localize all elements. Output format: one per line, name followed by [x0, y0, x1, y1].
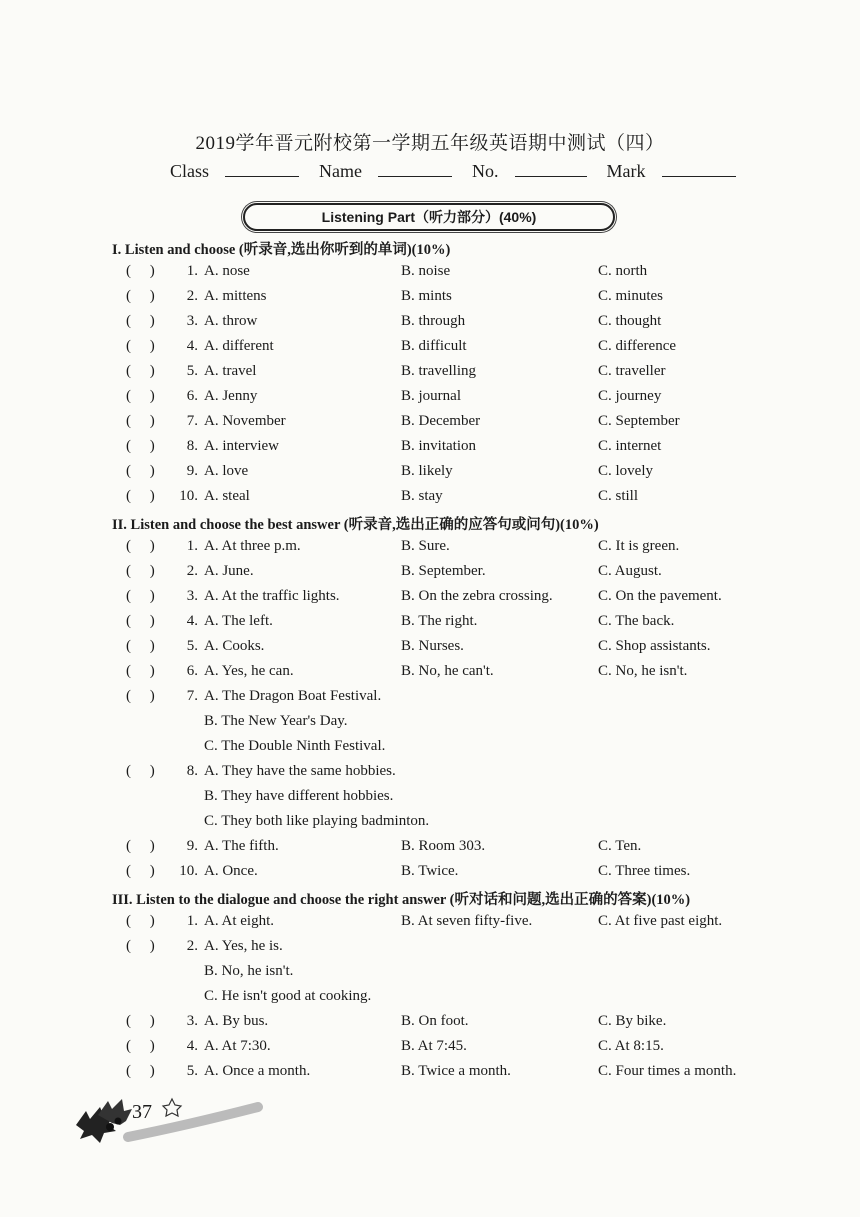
option-b: B. journal	[401, 388, 461, 404]
page-number: 37	[132, 1101, 152, 1123]
answer-blank[interactable]: ( )	[126, 838, 155, 854]
option-a: A. At eight.	[204, 913, 274, 929]
option-c: C. At five past eight.	[598, 913, 723, 929]
option-a: A. Yes, he is.	[204, 938, 283, 954]
question-number: 9.	[186, 463, 198, 479]
option-a: A. By bus.	[204, 1013, 269, 1029]
option-a: A. love	[204, 463, 249, 479]
option-a: A. Once.	[204, 863, 258, 879]
option-a: A. Jenny	[204, 388, 258, 404]
answer-blank[interactable]: ( )	[126, 863, 155, 879]
option-c: C. No, he isn't.	[598, 663, 688, 679]
answer-blank[interactable]: ( )	[126, 938, 155, 954]
question-number: 1.	[186, 538, 198, 554]
option-a: A. mittens	[204, 288, 267, 304]
option-a: A. steal	[204, 488, 250, 504]
section-1-title: I. Listen and choose (听录音,选出你听到的单词)(10%)	[112, 242, 451, 258]
class-label: Class	[170, 161, 210, 181]
question-row	[0, 913, 860, 933]
question-row	[0, 338, 860, 358]
question-number: 7.	[186, 413, 198, 429]
question-row	[0, 413, 860, 433]
question-number: 4.	[186, 338, 198, 354]
question-row	[0, 1063, 860, 1083]
option-b: B. Room 303.	[401, 838, 486, 854]
option-c: C. They both like playing badminton.	[204, 813, 430, 829]
question-row	[0, 638, 860, 658]
class-blank[interactable]	[225, 160, 299, 177]
question-row	[0, 663, 860, 683]
option-c: C. thought	[598, 313, 662, 329]
option-b: B. stay	[401, 488, 443, 504]
question-number: 1.	[186, 913, 198, 929]
option-b: B. On the zebra crossing.	[401, 588, 553, 604]
question-row	[0, 263, 860, 283]
option-b: B. On foot.	[401, 1013, 469, 1029]
option-a: A. Once a month.	[204, 1063, 311, 1079]
question-row	[0, 1038, 860, 1058]
answer-blank[interactable]: ( )	[126, 463, 155, 479]
answer-blank[interactable]: ( )	[126, 363, 155, 379]
option-b: B. No, he isn't.	[204, 963, 294, 979]
student-info-line	[170, 160, 736, 182]
option-c: C. internet	[598, 438, 662, 454]
question-row-continued	[0, 963, 860, 983]
option-b: B. difficult	[401, 338, 467, 354]
no-label: No.	[472, 161, 499, 181]
name-label: Name	[319, 161, 362, 181]
option-c: C. north	[598, 263, 648, 279]
question-row-continued	[0, 788, 860, 808]
option-a: A. June.	[204, 563, 254, 579]
mark-label: Mark	[606, 161, 646, 181]
option-c: C. He isn't good at cooking.	[204, 988, 372, 1004]
option-a: A. travel	[204, 363, 257, 379]
option-a: A. Cooks.	[204, 638, 265, 654]
question-number: 2.	[186, 563, 198, 579]
question-row-continued	[0, 713, 860, 733]
option-b: B. Twice a month.	[401, 1063, 511, 1079]
option-a: A. different	[204, 338, 274, 354]
option-c: C. Shop assistants.	[598, 638, 711, 654]
question-number: 5.	[186, 1063, 198, 1079]
option-c: C. still	[598, 488, 639, 504]
option-c: C. traveller	[598, 363, 666, 379]
question-number: 5.	[186, 363, 198, 379]
answer-blank[interactable]: ( )	[126, 613, 155, 629]
question-row	[0, 613, 860, 633]
answer-blank[interactable]: ( )	[126, 313, 155, 329]
question-row	[0, 838, 860, 858]
answer-blank[interactable]: ( )	[126, 438, 155, 454]
question-number: 6.	[186, 388, 198, 404]
option-c: C. lovely	[598, 463, 653, 479]
question-row	[0, 938, 860, 958]
question-number: 2.	[186, 288, 198, 304]
option-a: A. November	[204, 413, 286, 429]
question-row-continued	[0, 738, 860, 758]
question-number: 6.	[186, 663, 198, 679]
holly-decoration-icon	[68, 1085, 268, 1145]
answer-blank[interactable]: ( )	[126, 488, 155, 504]
answer-blank[interactable]: ( )	[126, 913, 155, 929]
option-b: B. likely	[401, 463, 453, 479]
option-a: A. At three p.m.	[204, 538, 301, 554]
question-number: 3.	[186, 588, 198, 604]
question-row	[0, 388, 860, 408]
mark-blank[interactable]	[662, 160, 736, 177]
option-c: C. Four times a month.	[598, 1063, 737, 1079]
question-row	[0, 688, 860, 708]
question-number: 5.	[186, 638, 198, 654]
option-c: C. The back.	[598, 613, 675, 629]
question-row	[0, 763, 860, 783]
answer-blank[interactable]: ( )	[126, 763, 155, 779]
no-blank[interactable]	[515, 160, 587, 177]
option-b: B. At 7:45.	[401, 1038, 467, 1054]
option-b: B. noise	[401, 263, 451, 279]
option-c: C. At 8:15.	[598, 1038, 664, 1054]
option-a: A. interview	[204, 438, 279, 454]
question-number: 10.	[179, 863, 198, 879]
name-blank[interactable]	[378, 160, 452, 177]
question-row	[0, 563, 860, 583]
question-row	[0, 363, 860, 383]
option-c: C. minutes	[598, 288, 664, 304]
question-row	[0, 488, 860, 508]
option-c: C. On the pavement.	[598, 588, 722, 604]
option-c: C. August.	[598, 563, 662, 579]
option-c: C. Ten.	[598, 838, 642, 854]
question-number: 1.	[186, 263, 198, 279]
option-a: A. nose	[204, 263, 250, 279]
answer-blank[interactable]: ( )	[126, 1038, 155, 1054]
section-2-title: II. Listen and choose the best answer (听录音,选出正确的应答句或问句)(10%)	[112, 517, 599, 533]
question-number: 4.	[186, 613, 198, 629]
option-b: B. Sure.	[401, 538, 450, 554]
answer-blank[interactable]: ( )	[126, 263, 155, 279]
option-c: C. journey	[598, 388, 662, 404]
question-number: 9.	[186, 838, 198, 854]
answer-blank[interactable]: ( )	[126, 638, 155, 654]
answer-blank[interactable]: ( )	[126, 588, 155, 604]
option-a: A. The fifth.	[204, 838, 279, 854]
option-b: B. through	[401, 313, 466, 329]
question-row	[0, 538, 860, 558]
option-b: B. mints	[401, 288, 452, 304]
option-c: C. Three times.	[598, 863, 691, 879]
option-b: B. They have different hobbies.	[204, 788, 394, 804]
option-b: B. At seven fifty-five.	[401, 913, 533, 929]
option-a: A. They have the same hobbies.	[204, 763, 396, 779]
answer-blank[interactable]: ( )	[126, 338, 155, 354]
option-b: B. December	[401, 413, 481, 429]
question-number: 4.	[186, 1038, 198, 1054]
answer-blank[interactable]: ( )	[126, 1013, 155, 1029]
option-a: A. throw	[204, 313, 258, 329]
question-number: 7.	[186, 688, 198, 704]
question-number: 3.	[186, 313, 198, 329]
option-a: A. Yes, he can.	[204, 663, 294, 679]
question-row	[0, 313, 860, 333]
exam-title: 2019学年晋元附校第一学期五年级英语期中测试（四）	[195, 133, 665, 154]
answer-blank[interactable]: ( )	[126, 388, 155, 404]
option-a: A. At the traffic lights.	[204, 588, 340, 604]
answer-blank[interactable]: ( )	[126, 1063, 155, 1079]
question-row	[0, 463, 860, 483]
question-row	[0, 1013, 860, 1033]
answer-blank[interactable]: ( )	[126, 413, 155, 429]
option-b: B. Nurses.	[401, 638, 464, 654]
option-c: C. The Double Ninth Festival.	[204, 738, 386, 754]
question-row	[0, 288, 860, 308]
option-c: C. It is green.	[598, 538, 680, 554]
question-row	[0, 863, 860, 883]
option-b: B. invitation	[401, 438, 476, 454]
option-a: A. At 7:30.	[204, 1038, 271, 1054]
option-b: B. September.	[401, 563, 486, 579]
answer-blank[interactable]: ( )	[126, 663, 155, 679]
question-number: 8.	[186, 763, 198, 779]
answer-blank[interactable]: ( )	[126, 538, 155, 554]
question-number: 10.	[179, 488, 198, 504]
question-number: 3.	[186, 1013, 198, 1029]
section-3-title: III. Listen to the dialogue and choose the right answer (听对话和问题,选出正确的答案)(10%)	[112, 892, 691, 908]
option-c: C. By bike.	[598, 1013, 667, 1029]
option-a: A. The left.	[204, 613, 273, 629]
option-b: B. travelling	[401, 363, 476, 379]
answer-blank[interactable]: ( )	[126, 563, 155, 579]
question-number: 2.	[186, 938, 198, 954]
answer-blank[interactable]: ( )	[126, 288, 155, 304]
option-c: C. September	[598, 413, 680, 429]
answer-blank[interactable]: ( )	[126, 688, 155, 704]
listening-part-banner: Listening Part（听力部分）(40%)	[243, 203, 615, 231]
question-row	[0, 588, 860, 608]
option-b: B. The New Year's Day.	[204, 713, 348, 729]
question-number: 8.	[186, 438, 198, 454]
option-b: B. The right.	[401, 613, 478, 629]
question-row-continued	[0, 813, 860, 833]
question-row-continued	[0, 988, 860, 1008]
question-row	[0, 438, 860, 458]
option-b: B. No, he can't.	[401, 663, 494, 679]
option-c: C. difference	[598, 338, 677, 354]
option-a: A. The Dragon Boat Festival.	[204, 688, 382, 704]
option-b: B. Twice.	[401, 863, 459, 879]
